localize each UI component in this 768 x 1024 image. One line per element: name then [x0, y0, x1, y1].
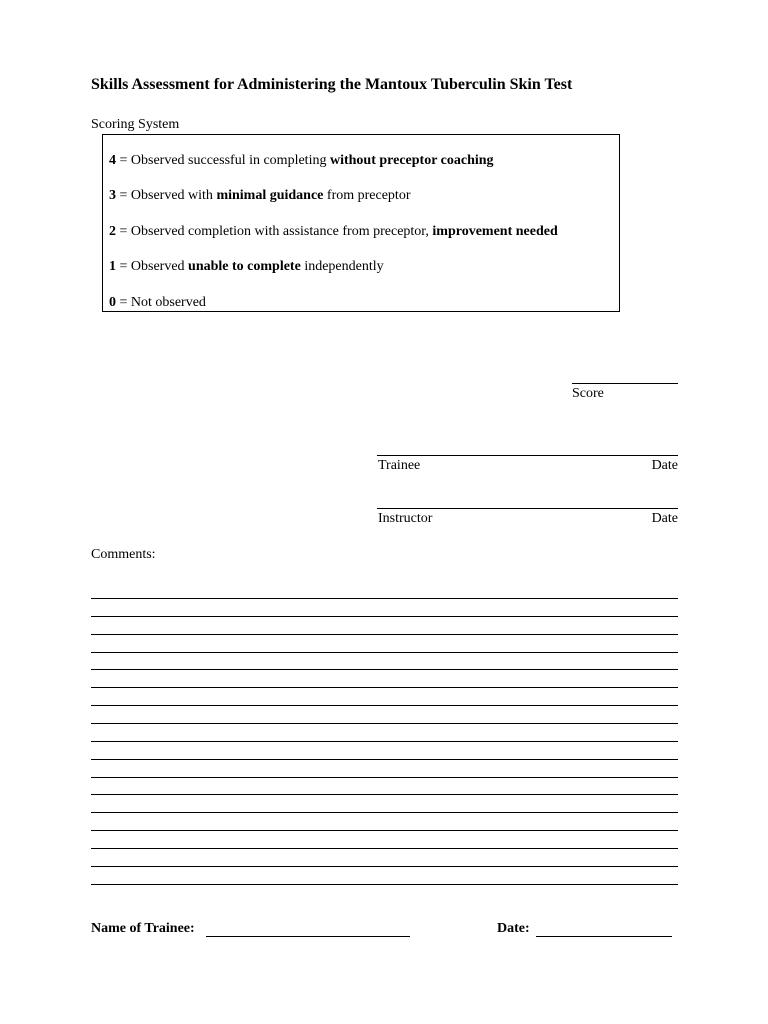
- comment-line[interactable]: [91, 848, 678, 849]
- instructor-label: Instructor: [378, 511, 433, 526]
- comment-line[interactable]: [91, 634, 678, 635]
- page-title: Skills Assessment for Administering the Mantoux Tuberculin Skin Test: [91, 76, 573, 93]
- comment-line[interactable]: [91, 741, 678, 742]
- score-number: 1: [109, 259, 116, 274]
- score-number: 4: [109, 153, 116, 168]
- score-text-end: from preceptor: [323, 188, 411, 203]
- score-number: 3: [109, 188, 116, 203]
- trainee-label: Trainee: [378, 458, 421, 473]
- comment-line[interactable]: [91, 884, 678, 885]
- comment-line[interactable]: [91, 777, 678, 778]
- score-emphasis: without preceptor coaching: [329, 153, 494, 168]
- score-label: Score: [572, 386, 604, 401]
- score-text: = Observed: [116, 259, 189, 274]
- name-of-trainee-label: Name of Trainee:: [91, 921, 195, 936]
- comment-line[interactable]: [91, 687, 678, 688]
- score-text: = Not observed: [116, 295, 206, 310]
- score-line[interactable]: [572, 383, 678, 384]
- scoring-system-box: [102, 134, 620, 312]
- score-emphasis: unable to complete: [188, 259, 301, 274]
- scoring-system-label: Scoring System: [91, 117, 180, 132]
- score-row-2: [109, 224, 558, 240]
- comment-line[interactable]: [91, 759, 678, 760]
- score-row-4: [109, 153, 494, 169]
- score-number: 2: [109, 224, 116, 239]
- comment-line[interactable]: [91, 830, 678, 831]
- comment-line[interactable]: [91, 705, 678, 706]
- name-of-trainee-line[interactable]: [206, 936, 410, 937]
- score-text: = Observed with: [116, 188, 217, 203]
- score-row-0: [109, 295, 206, 311]
- score-text-end: independently: [300, 259, 384, 274]
- trainee-date-label: Date: [651, 458, 678, 473]
- score-row-3: [109, 188, 410, 204]
- score-row-1: [109, 259, 384, 275]
- comment-line[interactable]: [91, 652, 678, 653]
- comment-line[interactable]: [91, 669, 678, 670]
- comment-line[interactable]: [91, 794, 678, 795]
- trainee-signature-line[interactable]: [377, 455, 678, 456]
- score-text: = Observed completion with assistance from preceptor,: [116, 224, 433, 239]
- instructor-date-label: Date: [651, 511, 678, 526]
- comments-label: Comments:: [91, 547, 156, 562]
- footer-date-label: Date:: [497, 921, 530, 936]
- comment-line[interactable]: [91, 812, 678, 813]
- comment-line[interactable]: [91, 598, 678, 599]
- score-text: = Observed successful in completing: [116, 153, 330, 168]
- comment-line[interactable]: [91, 723, 678, 724]
- comment-line[interactable]: [91, 866, 678, 867]
- score-emphasis: improvement needed: [432, 224, 558, 239]
- score-emphasis: minimal guidance: [216, 188, 324, 203]
- instructor-signature-line[interactable]: [377, 508, 678, 509]
- footer-date-line[interactable]: [536, 936, 672, 937]
- score-number: 0: [109, 295, 116, 310]
- comment-line[interactable]: [91, 616, 678, 617]
